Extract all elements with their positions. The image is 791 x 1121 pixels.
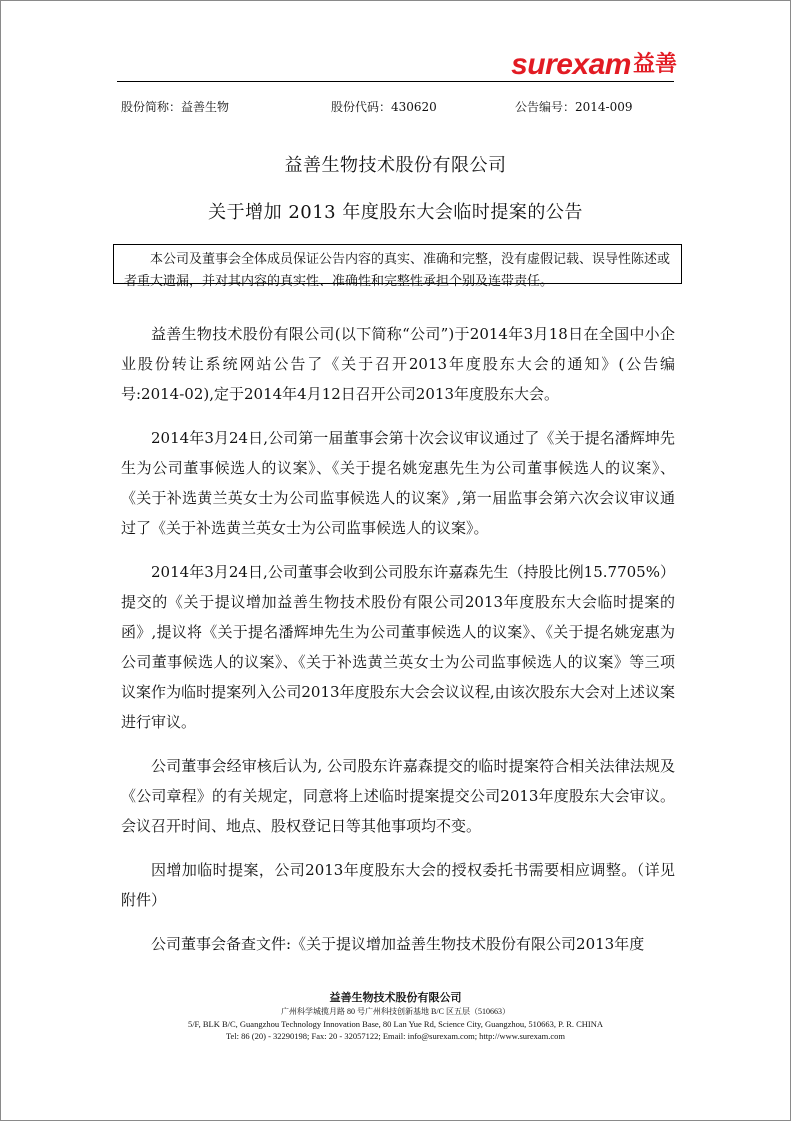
stock-short-name: 股份简称：益善生物 — [121, 100, 230, 114]
body-paragraph: 2014年3月24日,公司董事会收到公司股东许嘉森先生（持股比例15.7705%）提交的《关于提议增加益善生物技术股份有限公司2013年度股东大会临时提案的函》,提议将《关于提名潘辉坤先生为公司董事候选人的议案》、《关于提名姚宠惠为公司董事候选人的议案》、《关于补选黄兰英女士为公司监事候选人的议案》等三项议案作为临时提案列入公司2013年度股东大会会议议程,由该次股东大会对上述议案进行审议。 — [121, 563, 675, 731]
body-paragraph: 益善生物技术股份有限公司(以下简称“公司”)于2014年3月18日在全国中小企业股份转让系统网站公告了《关于召开2013年度股东大会的通知》(公告编号:2014-02),定于2014年4月12日召开公司2013年度股东大会。 — [121, 325, 675, 403]
body-paragraph: 因增加临时提案，公司2013年度股东大会的授权委托书需要相应调整。（详见附件） — [121, 861, 675, 909]
surexam-logo — [457, 47, 677, 83]
footer-address-cn: 广州科学城揽月路 80 号广州科技创新基地 B/C 区五层（510663） — [281, 1007, 510, 1016]
page-footer — [1, 991, 790, 1042]
logo-chinese: 益善 — [632, 52, 677, 77]
announcement-body — [121, 319, 675, 973]
body-paragraph: 公司董事会备查文件:《关于提议增加益善生物技术股份有限公司2013年度 — [151, 935, 645, 953]
announcement-number: 公告编号：2014-009 — [515, 100, 633, 114]
announcement-meta — [1, 98, 790, 116]
header-rule — [117, 81, 674, 82]
footer-address-en: 5/F, BLK B/C, Guangzhou Technology Innovation Base, 80 Lan Yue Rd, Science City, Guangzhou, 510663, P. R. CHINA — [187, 1019, 604, 1029]
body-paragraph: 2014年3月24日,公司第一届董事会第十次会议审议通过了《关于提名潘辉坤先生为公司董事候选人的议案》、《关于提名姚宠惠先生为公司董事候选人的议案》、《关于补选黄兰英女士为公司监事候选人的议案》,第一届监事会第六次会议审议通过了《关于补选黄兰英女士为公司监事候选人的议案》。 — [121, 429, 675, 537]
board-guarantee-notice — [113, 244, 682, 289]
footer-contact: Tel: 86 (20) - 32290198; Fax: 20 - 32057122; Email: info@surexam.com; http://www.surexam.com — [225, 1031, 566, 1041]
body-paragraph: 公司董事会经审核后认为, 公司股东许嘉森提交的临时提案符合相关法律法规及《公司章程》的有关规定，同意将上述临时提案提交公司2013年度股东大会审议。会议召开时间、地点、股权登记日等其他事项均不变。 — [121, 757, 675, 835]
company-title: 益善生物技术股份有限公司 — [284, 155, 507, 176]
logo-wordmark: surexam — [511, 48, 631, 81]
footer-company: 益善生物技术股份有限公司 — [329, 992, 462, 1004]
notice-text: 本公司及董事会全体成员保证公告内容的真实、准确和完整，没有虚假记载、误导性陈述或者重大遗漏，并对其内容的真实性、准确性和完整性承担个别及连带责任。 — [124, 252, 671, 289]
stock-code: 股份代码：430620 — [331, 100, 437, 114]
announcement-title: 关于增加 2013 年度股东大会临时提案的公告 — [208, 202, 583, 223]
